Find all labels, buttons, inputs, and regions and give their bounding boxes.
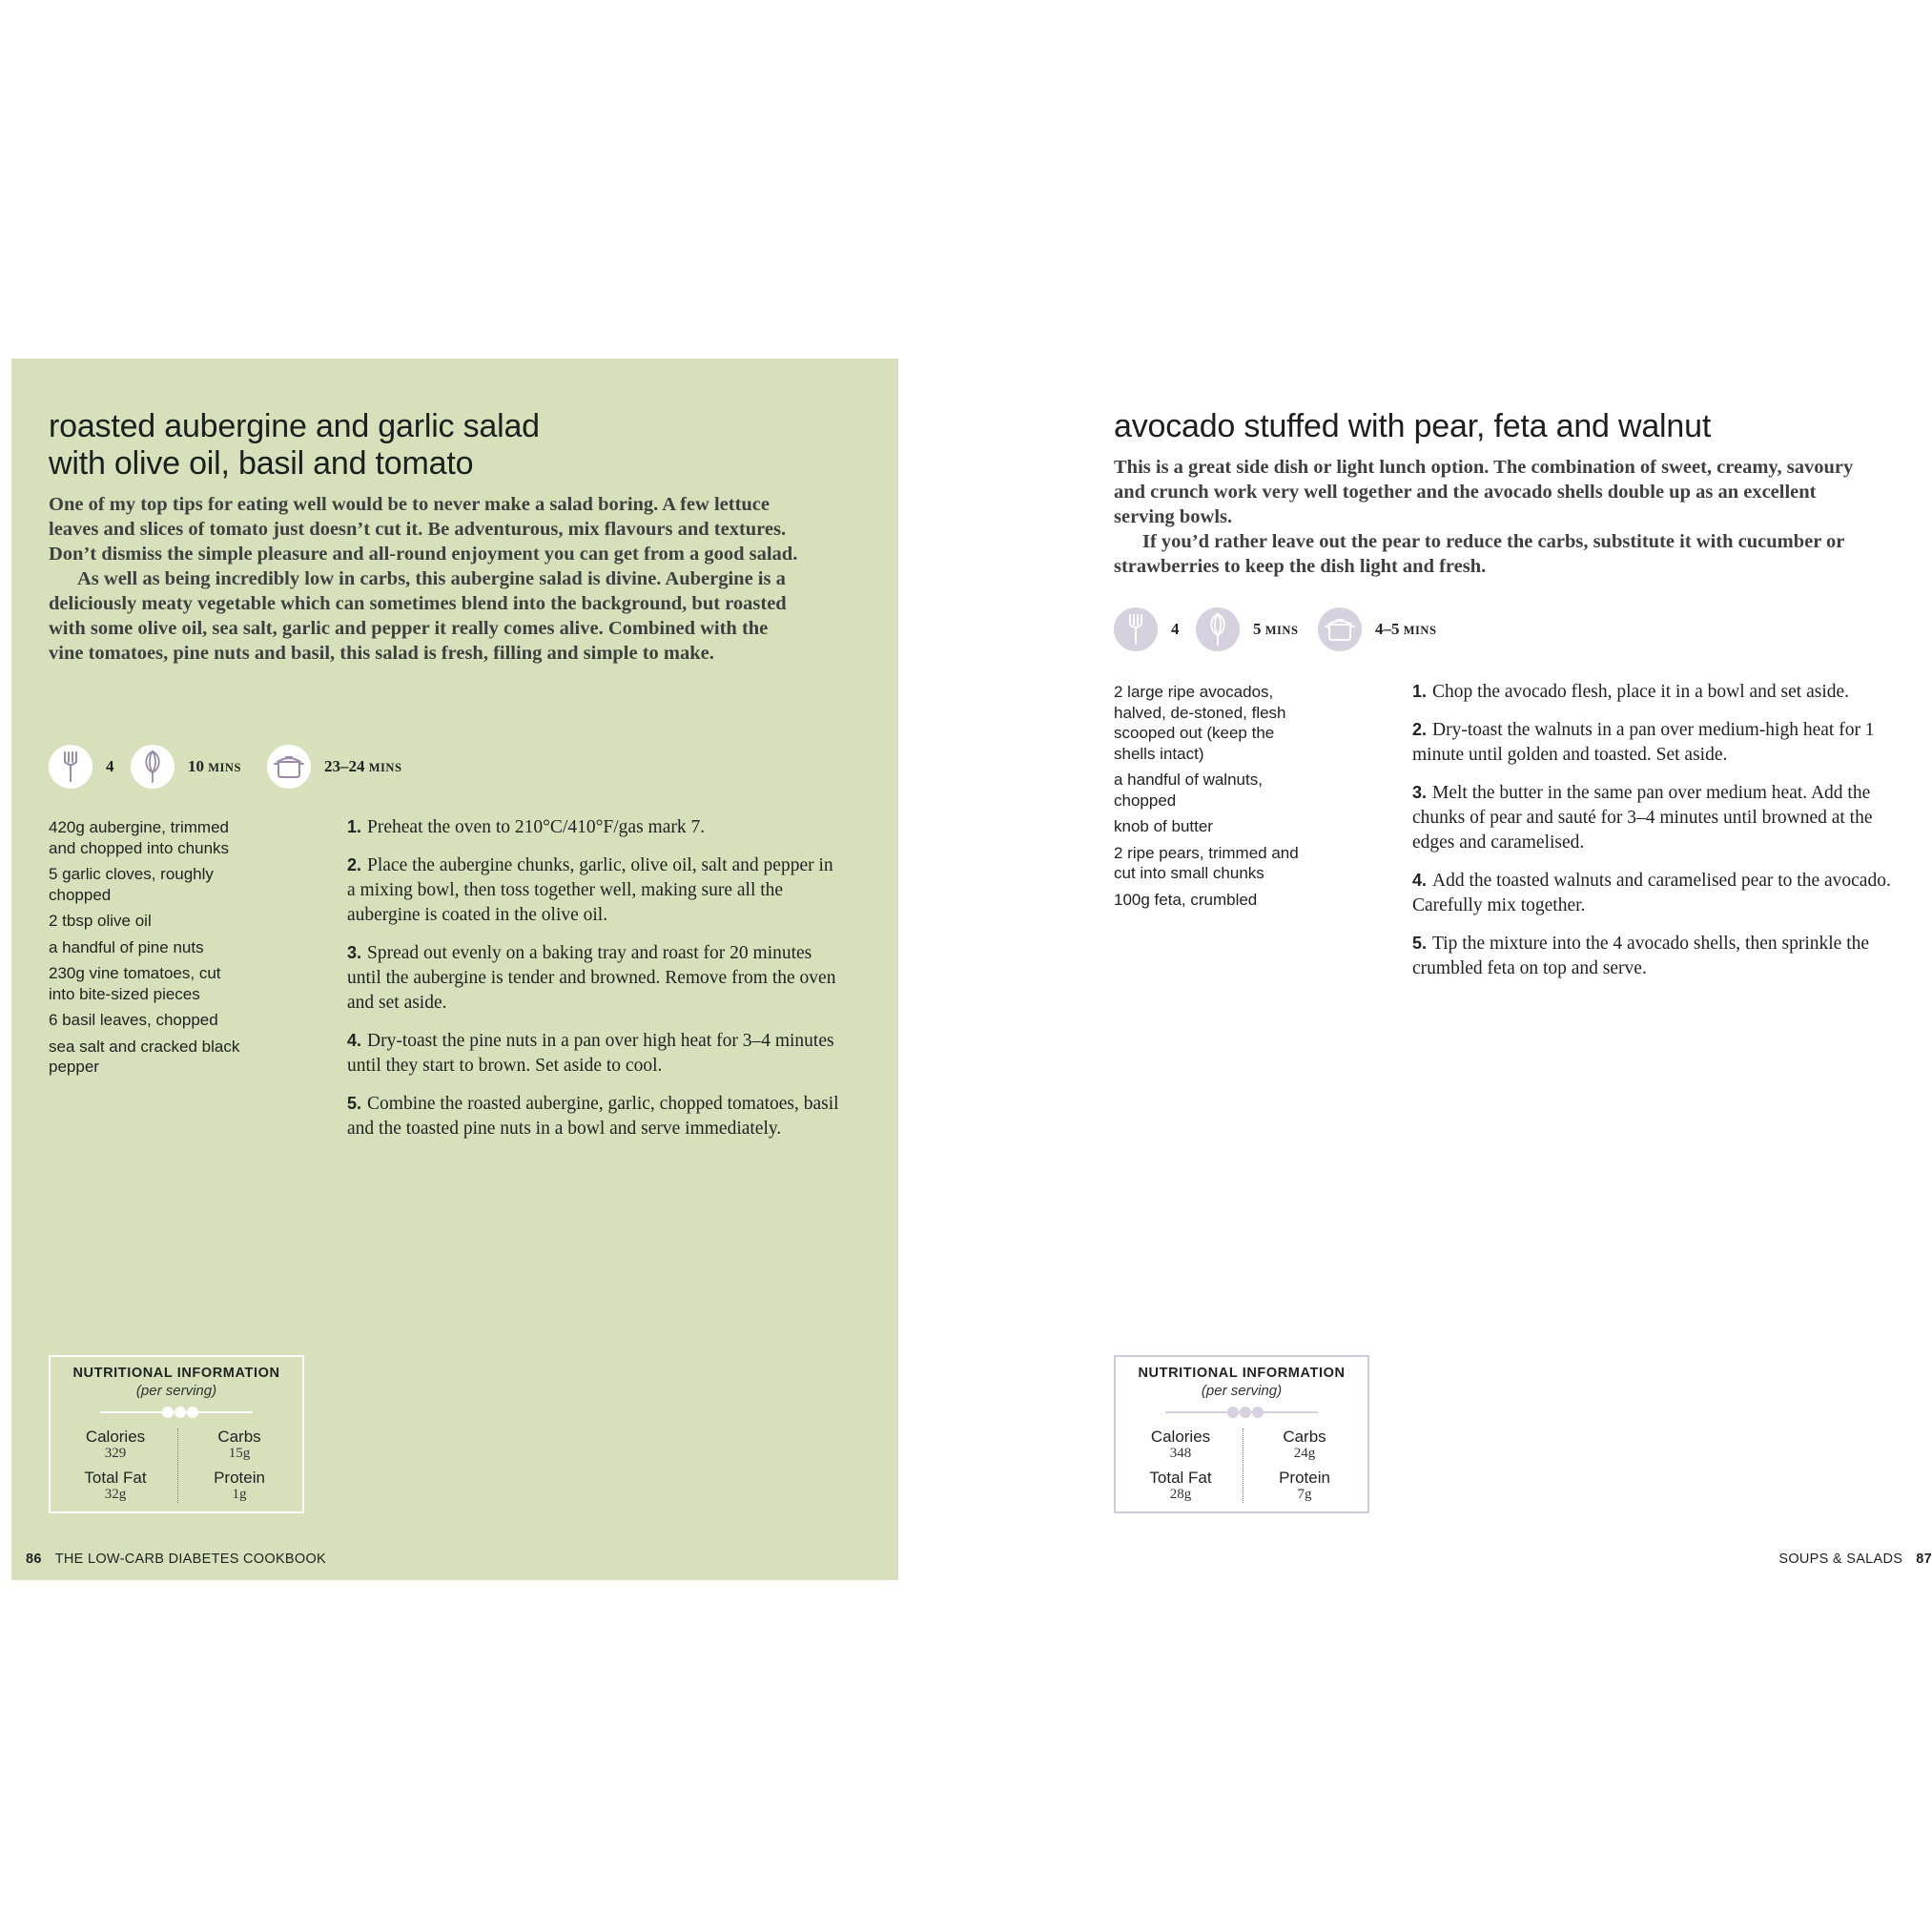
left-cook-time <box>267 744 401 790</box>
left-intro-p2: As well as being incredibly low in carbs, this aubergine salad is divine. Aubergine is a deliciously meaty vegetable which can sometimes blend into the background, but roasted with some olive oil, sea salt, garlic and pepper it really comes alive. Combined with the vine tomatoes, pine nuts and basil, this salad is fresh, filling and simple to make. <box>49 568 787 664</box>
list-item: 6 basil leaves, chopped <box>49 1011 218 1029</box>
protein-value: 7g <box>1297 1487 1312 1502</box>
fat-cell <box>58 1469 173 1503</box>
nutrition-heading: NUTRITIONAL INFORMATION <box>72 1366 280 1381</box>
left-intro <box>49 492 802 666</box>
divider-dot <box>175 1407 186 1418</box>
step-text: Spread out evenly on a baking tray and roast for 20 minutes until the aubergine is tender and browned. Remove from the oven and set aside. <box>347 943 836 1013</box>
left-nutrition-box <box>49 1355 304 1513</box>
left-steps <box>347 814 843 1154</box>
left-ingredients <box>49 817 297 1083</box>
left-serves <box>49 744 114 790</box>
method-step <box>347 814 843 840</box>
protein-label: Protein <box>214 1469 265 1487</box>
list-item: 230g vine tomatoes, cut into bite-sized pieces <box>49 964 221 1003</box>
left-title-line1: roasted aubergine and garlic salad <box>49 408 540 444</box>
right-steps <box>1412 679 1913 994</box>
carbs-label: Carbs <box>1283 1428 1326 1446</box>
divider-dot <box>1252 1407 1264 1418</box>
pot-icon <box>267 745 311 789</box>
divider-dot <box>1240 1407 1251 1418</box>
step-number: 2. <box>1412 720 1428 739</box>
step-text: Tip the mixture into the 4 avocado shells, then sprinkle the crumbled feta on top and serve. <box>1412 934 1870 978</box>
carbs-cell <box>1247 1428 1362 1462</box>
carbs-value: 24g <box>1293 1446 1316 1461</box>
right-cook-time <box>1318 606 1436 652</box>
book-title: THE LOW-CARB DIABETES COOKBOOK <box>54 1552 327 1567</box>
method-step <box>347 1091 843 1141</box>
section-title: SOUPS & SALADS <box>1778 1552 1903 1567</box>
carbs-value: 15g <box>228 1446 251 1461</box>
nutrition-separator <box>177 1428 178 1503</box>
list-item: 5 garlic cloves, roughly chopped <box>49 865 214 904</box>
fork-icon <box>1114 607 1158 651</box>
step-text: Preheat the oven to 210°C/410°F/gas mark 7. <box>367 817 706 837</box>
right-cook-value: 4–5 <box>1375 620 1400 638</box>
whisk-icon <box>1196 607 1240 651</box>
list-item: 420g aubergine, trimmed and chopped into chunks <box>49 818 230 857</box>
fat-value: 32g <box>104 1487 127 1502</box>
calories-cell <box>58 1428 173 1462</box>
right-intro-p2: If you’d rather leave out the pear to reduce the carbs, substitute it with cucumber or strawberries to keep the dish light and fresh. <box>1114 531 1845 577</box>
method-step <box>347 1028 843 1079</box>
nutrition-subheading: (per serving) <box>1201 1383 1283 1399</box>
right-nutrition-box <box>1114 1355 1369 1513</box>
right-ingredients <box>1114 682 1362 915</box>
protein-label: Protein <box>1279 1469 1330 1487</box>
right-cook-unit: MINS <box>1403 624 1437 637</box>
calories-label: Calories <box>85 1428 146 1446</box>
left-page-footer <box>26 1552 326 1567</box>
list-item: sea salt and cracked black pepper <box>49 1037 240 1076</box>
list-item: 2 large ripe avocados, halved, de-stoned, flesh scooped out (keep the shells intact) <box>1114 683 1286 763</box>
right-page-footer <box>1778 1552 1932 1567</box>
divider-dot <box>1227 1407 1239 1418</box>
left-meta-row <box>49 744 621 790</box>
fat-label: Total Fat <box>84 1469 147 1487</box>
right-serves <box>1114 606 1180 652</box>
right-prep-time <box>1196 606 1298 652</box>
right-prep-value: 5 <box>1253 620 1262 638</box>
right-recipe-title: avocado stuffed with pear, feta and walnut <box>1114 408 1712 444</box>
left-serves-value: 4 <box>106 757 114 775</box>
nutrition-heading: NUTRITIONAL INFORMATION <box>1138 1366 1346 1381</box>
calories-cell <box>1123 1428 1238 1462</box>
left-cook-unit: MINS <box>368 761 402 774</box>
protein-value: 1g <box>232 1487 247 1502</box>
list-item: a handful of pine nuts <box>49 937 204 956</box>
page-number: 87 <box>1916 1552 1932 1567</box>
protein-cell <box>182 1469 297 1503</box>
step-number: 3. <box>1412 783 1428 802</box>
fat-label: Total Fat <box>1149 1469 1212 1487</box>
fat-cell <box>1123 1469 1238 1503</box>
pot-icon <box>1318 607 1362 651</box>
step-text: Dry-toast the pine nuts in a pan over high heat for 3–4 minutes until they start to brown. Set aside to cool. <box>347 1031 834 1076</box>
page-number: 86 <box>26 1552 42 1567</box>
step-text: Add the toasted walnuts and caramelised pear to the avocado. Carefully mix together. <box>1412 871 1891 915</box>
step-number: 2. <box>347 855 362 874</box>
right-prep-unit: MINS <box>1264 624 1299 637</box>
step-text: Place the aubergine chunks, garlic, olive oil, salt and pepper in a mixing bowl, then toss together well, making sure all the aubergine is coated in the olive oil. <box>347 855 833 925</box>
step-number: 3. <box>347 943 362 962</box>
fork-icon <box>49 745 92 789</box>
step-text: Chop the avocado flesh, place it in a bowl and set aside. <box>1432 682 1850 702</box>
list-item: knob of butter <box>1114 817 1213 835</box>
method-step <box>1412 717 1913 768</box>
left-prep-time <box>131 744 241 790</box>
fat-value: 28g <box>1169 1487 1192 1502</box>
right-meta-row <box>1114 606 1686 652</box>
step-text: Melt the butter in the same pan over medium heat. Add the chunks of pear and sauté for 3–4 minutes until browned at the edges and caramelised. <box>1412 783 1873 853</box>
carbs-label: Carbs <box>217 1428 261 1446</box>
step-number: 4. <box>1412 871 1428 890</box>
left-prep-unit: MINS <box>208 761 241 774</box>
calories-value: 348 <box>1169 1446 1192 1461</box>
method-step <box>1412 868 1913 918</box>
right-intro <box>1114 455 1867 579</box>
step-number: 1. <box>347 817 362 836</box>
calories-value: 329 <box>104 1446 127 1461</box>
right-intro-p1: This is a great side dish or light lunch option. The combination of sweet, creamy, savoury and crunch work very well together and the avocado shells double up as an excellent serving bowls. <box>1114 457 1854 527</box>
method-step <box>1412 780 1913 855</box>
left-cook-value: 23–24 <box>324 757 365 775</box>
right-serves-value: 4 <box>1171 620 1180 638</box>
nutrition-subheading: (per serving) <box>135 1383 217 1399</box>
list-item: 100g feta, crumbled <box>1114 890 1258 909</box>
left-prep-value: 10 <box>188 757 204 775</box>
method-step <box>1412 679 1913 705</box>
left-recipe-title <box>49 408 869 483</box>
step-number: 4. <box>347 1031 362 1050</box>
method-step <box>347 940 843 1016</box>
divider-dot <box>162 1407 174 1418</box>
step-number: 5. <box>1412 934 1428 953</box>
method-step <box>1412 931 1913 981</box>
step-text: Dry-toast the walnuts in a pan over medium-high heat for 1 minute until golden and toasted. Set aside. <box>1412 720 1875 765</box>
left-intro-p1: One of my top tips for eating well would be to never make a salad boring. A few lettuce leaves and slices of tomato just doesn’t cut it. Be adventurous, mix flavours and textures. Don’t dismiss the simple pleasure and all-round enjoyment you can get from a good salad. <box>49 494 798 565</box>
step-number: 5. <box>347 1094 362 1113</box>
carbs-cell <box>182 1428 297 1462</box>
step-number: 1. <box>1412 682 1428 701</box>
divider-dot <box>187 1407 198 1418</box>
list-item: 2 tbsp olive oil <box>49 912 152 930</box>
list-item: 2 ripe pears, trimmed and cut into small chunks <box>1114 843 1299 882</box>
method-step <box>347 853 843 928</box>
protein-cell <box>1247 1469 1362 1503</box>
step-text: Combine the roasted aubergine, garlic, chopped tomatoes, basil and the toasted pine nuts in a bowl and serve immediately. <box>347 1094 839 1139</box>
calories-label: Calories <box>1150 1428 1211 1446</box>
list-item: a handful of walnuts, chopped <box>1114 771 1263 810</box>
whisk-icon <box>131 745 175 789</box>
left-title-line2: with olive oil, basil and tomato <box>49 445 474 482</box>
